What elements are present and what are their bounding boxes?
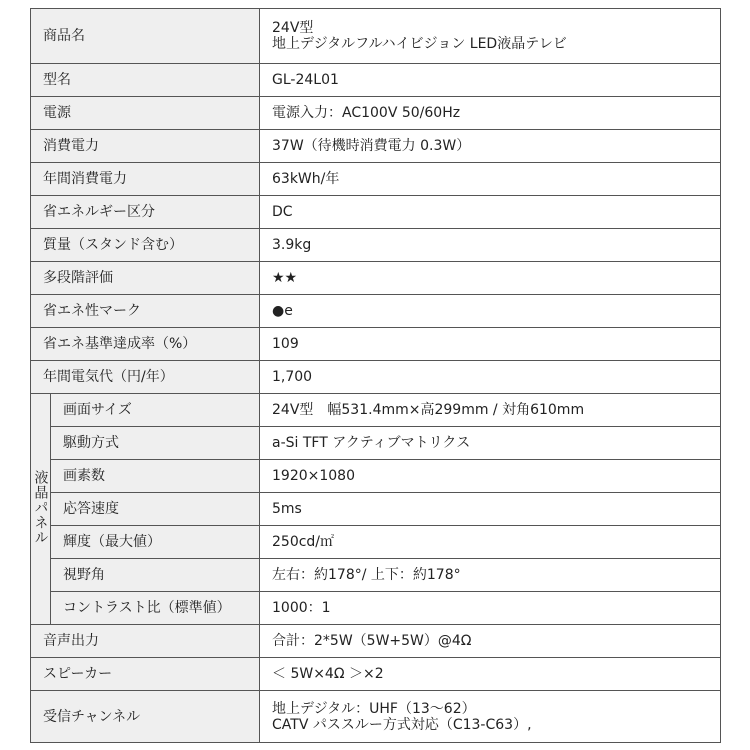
- panel-row-contrast: [31, 592, 721, 625]
- panel-row-label: 視野角: [51, 559, 260, 592]
- value-line: CATV パススルー方式対応（C13-C63）,: [272, 716, 532, 733]
- spec-row-eco-mark: [31, 295, 721, 328]
- row-label: 質量（スタンド含む）: [31, 229, 260, 262]
- panel-row-value: a-Si TFT アクティブマトリクス: [260, 427, 721, 460]
- row-value: 63kWh/年: [260, 163, 721, 196]
- row-label: 消費電力: [31, 130, 260, 163]
- spec-table: [30, 8, 721, 743]
- panel-row-value: 24V型 幅531.4mm×高299mm / 対角610mm: [260, 394, 721, 427]
- row-value: 1,700: [260, 361, 721, 394]
- spec-row-channels: [31, 691, 721, 743]
- panel-row-label: 画素数: [51, 460, 260, 493]
- panel-group-text: 液晶パネル: [32, 469, 49, 545]
- spec-row-achievement-rate: [31, 328, 721, 361]
- panel-row-label: 輝度（最大値）: [51, 526, 260, 559]
- row-value: 電源入力：AC100V 50/60Hz: [260, 97, 721, 130]
- row-value: 合計：2*5W（5W+5W）@4Ω: [260, 625, 721, 658]
- panel-row-value: 1920×1080: [260, 460, 721, 493]
- row-label: 型名: [31, 64, 260, 97]
- row-label: 年間電気代（円/年）: [31, 361, 260, 394]
- row-label: 省エネ性マーク: [31, 295, 260, 328]
- row-label: 多段階評価: [31, 262, 260, 295]
- spec-row-power-consumption: [31, 130, 721, 163]
- spec-row-energy-category: [31, 196, 721, 229]
- row-value: ＜ 5W×4Ω ＞×2: [260, 658, 721, 691]
- panel-row-screen-size: [31, 394, 721, 427]
- panel-row-response: [31, 493, 721, 526]
- spec-row-model: [31, 64, 721, 97]
- spec-row-power-supply: [31, 97, 721, 130]
- panel-row-value: 左右：約178°/ 上下：約178°: [260, 559, 721, 592]
- panel-row-value: 250cd/㎡: [260, 526, 721, 559]
- panel-group-label: [31, 394, 51, 625]
- row-label: 省エネ基準達成率（%）: [31, 328, 260, 361]
- spec-row-audio-output: [31, 625, 721, 658]
- row-value: GL-24L01: [260, 64, 721, 97]
- row-label: 商品名: [31, 9, 260, 64]
- row-label: 電源: [31, 97, 260, 130]
- row-value: DC: [260, 196, 721, 229]
- panel-row-value: 5ms: [260, 493, 721, 526]
- row-label: 受信チャンネル: [31, 691, 260, 743]
- panel-row-label: 応答速度: [51, 493, 260, 526]
- row-label: 音声出力: [31, 625, 260, 658]
- value-line: 地上デジタル：UHF（13〜62）: [272, 700, 476, 717]
- panel-row-brightness: [31, 526, 721, 559]
- panel-row-drive: [31, 427, 721, 460]
- panel-row-pixels: [31, 460, 721, 493]
- value-line: 24V型: [272, 20, 314, 36]
- row-label: 省エネルギー区分: [31, 196, 260, 229]
- spec-row-annual-consumption: [31, 163, 721, 196]
- row-label: スピーカー: [31, 658, 260, 691]
- spec-row-product-name: [31, 9, 721, 64]
- eco-mark: ●e: [260, 295, 721, 328]
- spec-row-weight: [31, 229, 721, 262]
- panel-row-label: 駆動方式: [51, 427, 260, 460]
- row-value: 3.9kg: [260, 229, 721, 262]
- row-value: 109: [260, 328, 721, 361]
- panel-row-viewing-angle: [31, 559, 721, 592]
- panel-row-value: 1000：1: [260, 592, 721, 625]
- row-label: 年間消費電力: [31, 163, 260, 196]
- spec-row-annual-cost: [31, 361, 721, 394]
- row-value: [260, 9, 721, 64]
- spec-row-rating: [31, 262, 721, 295]
- row-value: 37W（待機時消費電力 0.3W）: [260, 130, 721, 163]
- spec-row-speaker: [31, 658, 721, 691]
- panel-row-label: 画面サイズ: [51, 394, 260, 427]
- star-rating: ★★: [260, 262, 721, 295]
- row-value: [260, 691, 721, 743]
- panel-row-label: コントラスト比（標準値）: [51, 592, 260, 625]
- value-line: 地上デジタルフルハイビジョン LED液晶テレビ: [272, 36, 567, 52]
